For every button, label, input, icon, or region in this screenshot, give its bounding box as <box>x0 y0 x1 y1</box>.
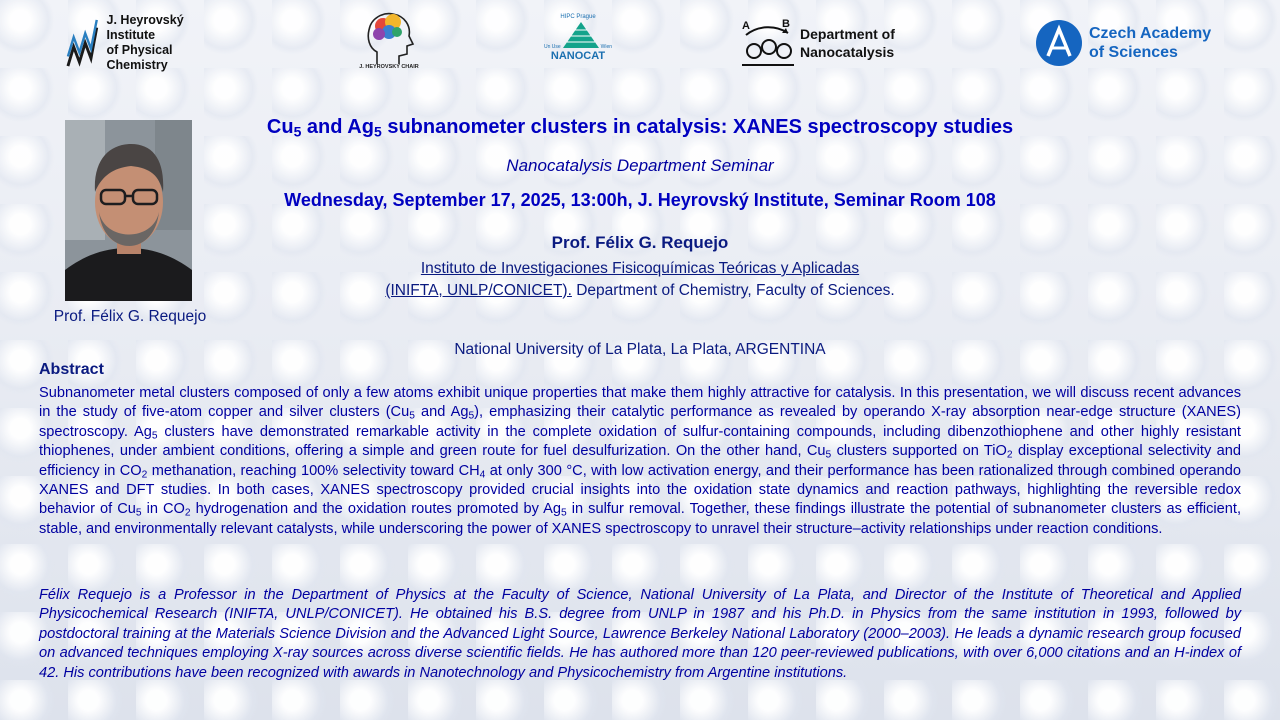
seminar-subtitle: Nanocatalysis Department Seminar <box>506 156 774 175</box>
nanocatalysis-logo-line1: Department of <box>800 26 895 42</box>
nanocat-logo <box>536 14 620 72</box>
subscript: 5 <box>468 410 475 422</box>
speaker-bio: Félix Requejo is a Professor in the Department of Physics at the Faculty of Science, National University of La Plata, and Director of the Institute of Theoretical and Applied Physicochemical Research (INIFTA, UNLP/CONICET). He obtained his B.S. degree from UNLP in 1987 and his Ph.D. in Physics from the same institution in 1993, followed by postdoctoral training at the Materials Science Division and the Advanced Light Source, Lawrence Berkeley National Laboratory (2000–2003). He leads a dynamic research group focused on advanced techniques employing X-ray sources across diverse scientific fields. He has authored more than 120 peer-reviewed publications, with over 6,000 citations and an H-index of 42. His contributions have been recognized with awards in Nanotechnology and Physicochemistry from Argentine institutions. <box>39 587 1241 681</box>
speaker-affiliation <box>380 258 900 302</box>
abstract-part: clusters have demonstrated remarkable activity in the complete oxidation of sulfur-containing compounds, including dibenzothiophene and other highly resistant thiophenes, under ambient conditions, offering a simple and green route for fuel desulfurization. On the other hand, Cu <box>39 423 1241 460</box>
abstract-part: methanation, reaching 100% selectivity toward CH <box>147 462 480 479</box>
abstract-part: ), emphasizing their catalytic performance as revealed by operando X-ray absorption near-edge structure (XANES) spectroscopy. Ag <box>39 404 1241 440</box>
title-cu-subscript: 5 <box>293 123 302 140</box>
head-profile-icon <box>363 8 415 68</box>
abstract-part: clusters supported on TiO <box>831 443 1007 460</box>
abstract-heading: Abstract <box>39 361 104 378</box>
heyrovsky-institute-logo <box>66 13 232 72</box>
seminar-title <box>0 116 1280 139</box>
cas-logo-line2: of Sciences <box>1089 44 1178 61</box>
reaction-label-b: B <box>782 18 790 30</box>
abstract-part: at only 300 °C, with low activation energy, and their performance has been rationalized through combined operando XANES and DFT studies. In both cases, XANES spectroscopy provided crucial insights into the oxidation state dynamics and reaction pathways, highlighting the reversible redox behavior of Cu <box>39 462 1241 518</box>
reaction-scheme-icon <box>740 17 794 69</box>
heyrovsky-zigzag-icon <box>66 17 103 69</box>
abstract-part: display exceptional selectivity and efficiency in CO <box>39 443 1241 479</box>
affiliation-link-line2: (INIFTA, UNLP/CONICET). <box>385 282 572 299</box>
subscript: 5 <box>135 507 142 519</box>
title-rest: subnanometer clusters in catalysis: XANES spectroscopy studies <box>381 116 1014 138</box>
cas-logo-line1: Czech Academy <box>1089 25 1212 42</box>
nanocatalysis-department-logo <box>740 16 915 70</box>
abstract-part: Subnanometer metal clusters composed of only a few atoms exhibit unique properties that make them highly attractive for catalysis. In this presentation, we will discuss recent advances in the study of five-atom copper and silver clusters (Cu <box>39 385 1241 421</box>
nanocat-logo-left: Un Use <box>543 44 561 50</box>
subscript: 4 <box>479 469 486 481</box>
title-and-ag: and Ag <box>301 116 374 138</box>
affiliation-link-line1: Instituto de Investigaciones Fisicoquímicas Teóricas y Aplicadas <box>420 260 860 277</box>
reaction-label-a: A <box>742 20 750 32</box>
abstract-part: hydrogenation and the oxidation routes promoted by Ag <box>190 501 562 518</box>
chair-logo-text: J. HEYROVSKY CHAIR <box>359 64 419 70</box>
heyrovsky-logo-line1: J. Heyrovský Institute <box>106 13 184 42</box>
speaker-name: Prof. Félix G. Requejo <box>551 233 729 252</box>
heyrovsky-chair-logo <box>358 8 420 78</box>
photo-caption: Prof. Félix G. Requejo <box>53 308 207 325</box>
cas-emblem-icon <box>1035 19 1083 67</box>
subscript: 5 <box>561 507 567 519</box>
pyramid-icon <box>561 20 601 50</box>
title-ag-subscript: 5 <box>373 123 382 140</box>
speaker-university: National University of La Plata, La Plata, ARGENTINA <box>454 341 826 358</box>
abstract-part: and Ag <box>414 404 469 421</box>
subscript: 5 <box>409 410 415 422</box>
title-cu: Cu <box>266 116 294 138</box>
nanocat-logo-top: HIPC Prague <box>560 14 596 20</box>
subscript: 2 <box>141 469 148 481</box>
subscript: 2 <box>184 507 191 519</box>
subscript: 5 <box>151 430 158 442</box>
abstract-part: in sulfur removal. Together, these findings illustrate the potential of subnanometer clusters as efficient, stable, and environmentally relevant catalysts, while underscoring the power of XANES spectroscopy to unravel their structure–activity relationships under reaction conditions. <box>39 501 1241 537</box>
heyrovsky-logo-line2: of Physical Chemistry <box>106 43 173 72</box>
subscript: 2 <box>1006 449 1013 461</box>
affiliation-rest: Department of Chemistry, Faculty of Sciences. <box>571 282 895 299</box>
nanocat-logo-right: Wien <box>600 44 613 50</box>
nanocat-logo-name: NANOCAT <box>550 50 606 62</box>
nanocatalysis-logo-line2: Nanocatalysis <box>800 44 895 60</box>
czech-academy-logo <box>1035 18 1220 68</box>
subscript: 5 <box>825 449 832 461</box>
abstract-part: in CO <box>141 501 185 518</box>
seminar-dateline: Wednesday, September 17, 2025, 13:00h, J. Heyrovský Institute, Seminar Room 108 <box>284 190 996 210</box>
abstract-text <box>39 384 1241 539</box>
